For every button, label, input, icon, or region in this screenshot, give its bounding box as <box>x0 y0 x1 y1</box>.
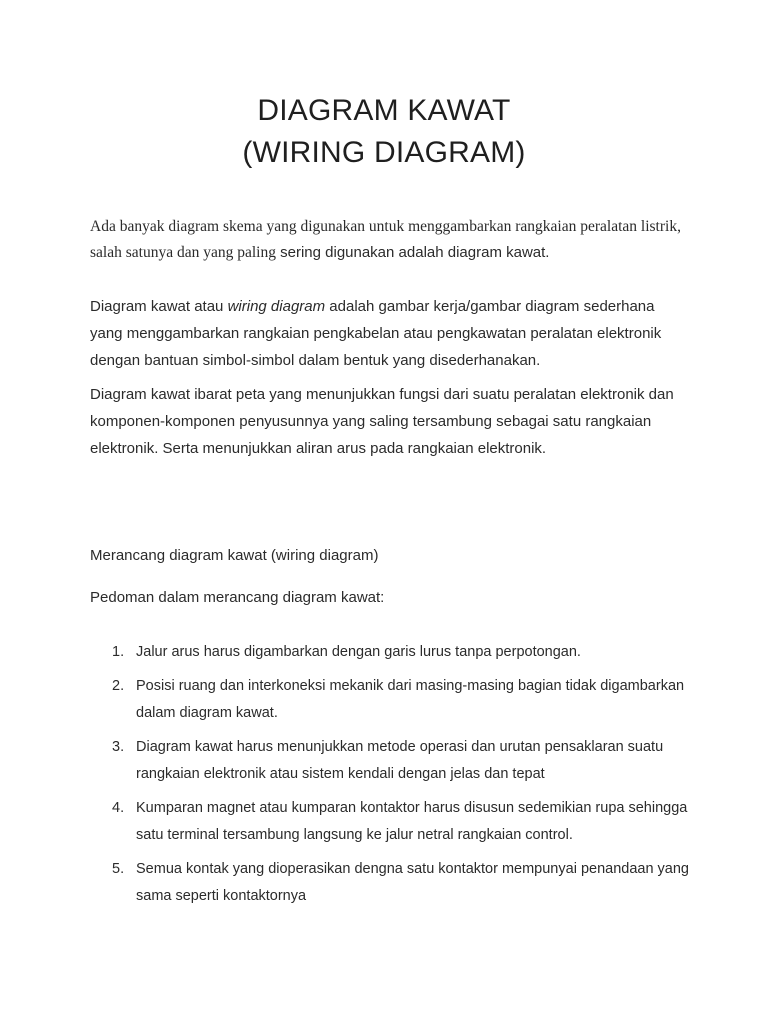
title-line-1: DIAGRAM KAWAT <box>257 94 511 127</box>
list-item <box>112 795 702 849</box>
definition-text-before: Diagram kawat atau <box>90 298 228 315</box>
list-item-number: 4. <box>112 800 125 816</box>
intro-sans-text: sering digunakan adalah diagram kawat. <box>275 244 550 261</box>
list-item-text: Kumparan magnet atau kumparan kontaktor harus disusun sedemikian rupa sehingga satu terminal tersambung langsung ke jalur netral rangkaian control. <box>136 800 688 843</box>
definition-italic-term: wiring diagram <box>227 298 326 315</box>
list-item <box>112 639 702 666</box>
analogy-paragraph: Diagram kawat ibarat peta yang menunjukkan fungsi dari suatu peralatan elektronik dan komponen-komponen penyusunnya yang saling tersambung sebagai satu rangkaian elektronik. Serta menunjukkan aliran arus pada rangkaian elektronik. <box>90 386 674 457</box>
title-line-2: (WIRING DIAGRAM) <box>242 136 526 169</box>
intro-serif-text: Ada banyak diagram skema yang digunakan untuk menggambarkan rangkaian peralatan listrik, salah satunya dan yang paling <box>90 218 681 261</box>
list-item-text: Semua kontak yang dioperasikan dengna satu kontaktor mempunyai penandaan yang sama seperti kontaktornya <box>136 861 689 904</box>
guidelines-intro: Pedoman dalam merancang diagram kawat: <box>90 589 385 606</box>
list-item-text: Jalur arus harus digambarkan dengan garis lurus tanpa perpotongan. <box>136 644 581 660</box>
list-item-number: 5. <box>112 861 125 877</box>
intro-paragraph <box>90 214 690 266</box>
definition-paragraph <box>90 293 690 374</box>
section-heading: Merancang diagram kawat (wiring diagram) <box>90 547 379 564</box>
list-item-text: Posisi ruang dan interkoneksi mekanik dari masing-masing bagian tidak digambarkan dalam diagram kawat. <box>136 678 685 721</box>
list-item-number: 3. <box>112 739 125 755</box>
guidelines-list <box>112 639 702 917</box>
list-item <box>112 673 702 727</box>
list-item-number: 1. <box>112 644 125 660</box>
list-item-text: Diagram kawat harus menunjukkan metode operasi dan urutan pensaklaran suatu rangkaian elektronik atau sistem kendali dengan jelas dan tepat <box>136 739 664 782</box>
list-item <box>112 734 702 788</box>
document-title <box>0 90 768 174</box>
list-item <box>112 856 702 910</box>
list-item-number: 2. <box>112 678 125 694</box>
definition-text-after: adalah gambar kerja/gambar diagram sederhana yang menggambarkan rangkaian pengkabelan atau pengkawatan peralatan elektronik dengan bantuan simbol-simbol dalam bentuk yang disederhanakan. <box>90 298 662 369</box>
